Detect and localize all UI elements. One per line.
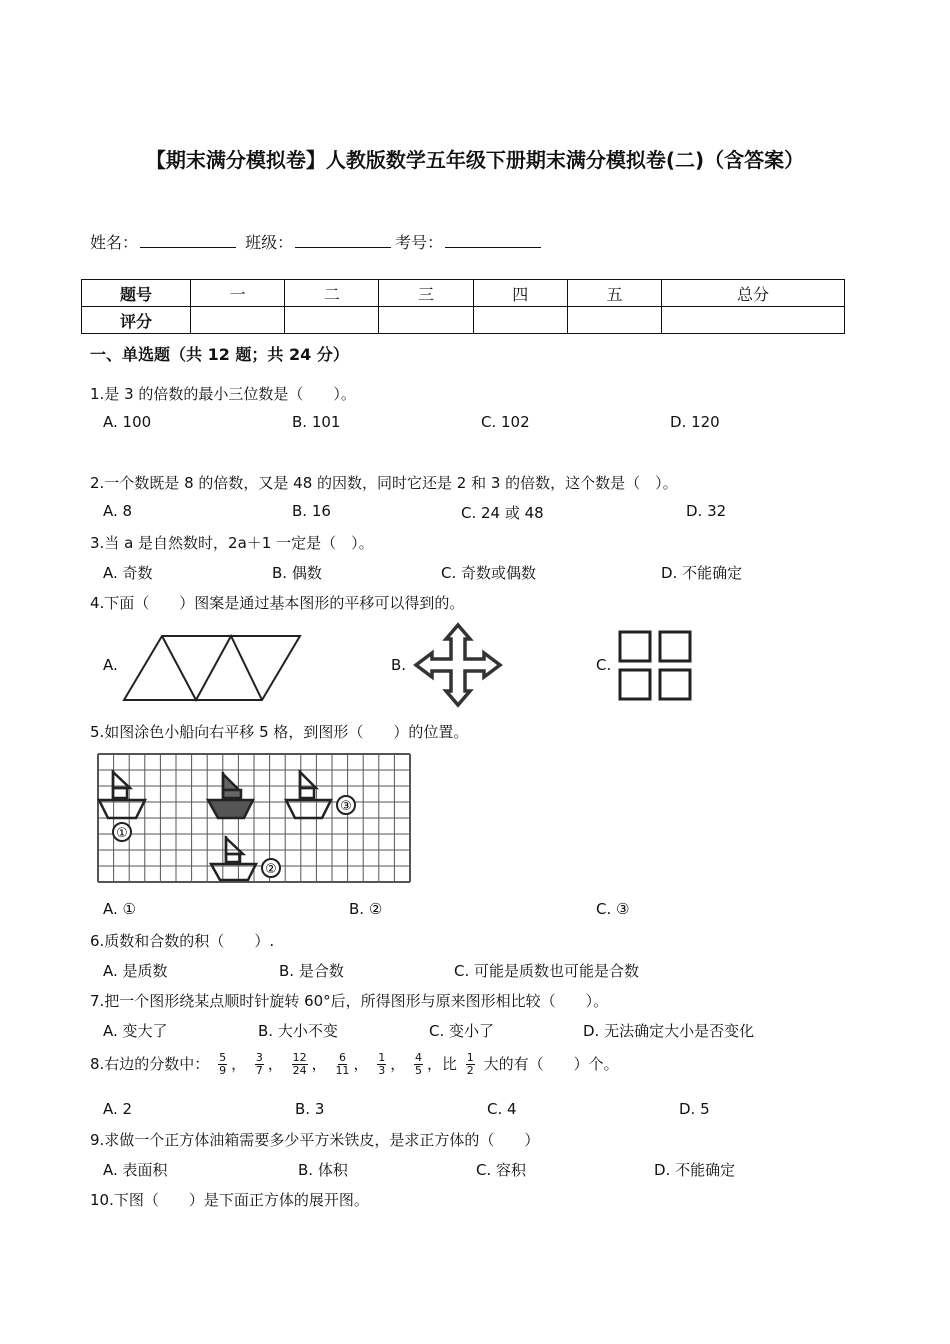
option-a[interactable]: A. 变大了 xyxy=(103,1022,168,1040)
option-c[interactable]: C. 102 xyxy=(481,413,530,431)
q8-prefix: 8.右边的分数中： xyxy=(90,1055,210,1073)
score-cell[interactable] xyxy=(662,307,845,334)
section-heading: 一、单选题（共 12 题；共 24 分） xyxy=(90,345,349,364)
label-3: ③ xyxy=(340,799,352,814)
denominator: 3 xyxy=(378,1064,386,1077)
q8-mid: ，比 xyxy=(427,1055,458,1073)
arrow-cross-figure xyxy=(414,623,504,707)
denominator: 24 xyxy=(292,1064,307,1077)
option-a[interactable]: A. 100 xyxy=(103,413,152,431)
option-d[interactable]: D. 无法确定大小是否变化 xyxy=(583,1022,755,1040)
score-cell[interactable] xyxy=(191,307,285,334)
fraction xyxy=(414,1052,423,1077)
option-c[interactable]: C. 奇数或偶数 xyxy=(441,564,537,582)
option-b[interactable]: B. 偶数 xyxy=(272,564,322,582)
option-b[interactable]: B. 3 xyxy=(295,1100,325,1118)
option-d[interactable]: D. 120 xyxy=(670,413,720,431)
question-4: 4.下面（ ）图案是通过基本图形的平移可以得到的。 xyxy=(90,594,465,612)
option-d[interactable]: D. 不能确定 xyxy=(661,564,743,582)
fraction xyxy=(335,1052,349,1077)
score-cell[interactable] xyxy=(473,307,567,334)
option-b[interactable]: B. 是合数 xyxy=(279,962,344,980)
score-header-cell: 五 xyxy=(567,280,661,307)
score-cell[interactable] xyxy=(285,307,379,334)
boat-grid-figure xyxy=(96,752,412,884)
label-2: ② xyxy=(265,862,277,877)
fraction xyxy=(292,1052,308,1077)
student-info xyxy=(90,230,545,253)
denominator: 7 xyxy=(255,1064,263,1077)
numerator: 1 xyxy=(378,1051,386,1064)
question-9: 9.求做一个正方体油箱需要多少平方米铁皮，是求正方体的（ ） xyxy=(90,1131,540,1149)
score-cell[interactable] xyxy=(379,307,473,334)
shaded-boat xyxy=(208,772,253,818)
class-label: 班级： xyxy=(245,233,294,252)
numerator: 3 xyxy=(255,1051,263,1064)
option-c[interactable]: C. xyxy=(596,656,612,674)
fraction xyxy=(218,1052,227,1077)
question-8: 8.右边的分数中： $\frac{5}{9}$ ， $\frac{3}{7}$ ， $\frac{12}{24}$ ， $\frac{6}{11}$ ， $\frac{1}{3}$ ， $\frac{4}{5}$ ，比 $\frac{1}{2}$ 大的有（ ）个。 xyxy=(90,1051,619,1077)
four-squares-figure xyxy=(618,630,694,702)
boat-2 xyxy=(211,836,256,880)
score-header-cell: 题号 xyxy=(82,280,191,307)
question-5: 5.如图涂色小船向右平移 5 格，到图形（ ）的位置。 xyxy=(90,723,469,741)
option-b[interactable]: B. xyxy=(391,656,407,674)
question-6: 6.质数和合数的积（ ）. xyxy=(90,932,275,950)
option-c[interactable]: C. 4 xyxy=(487,1100,517,1118)
option-b[interactable]: B. 16 xyxy=(292,502,331,520)
option-b[interactable]: B. 大小不变 xyxy=(258,1022,338,1040)
score-header-cell: 四 xyxy=(473,280,567,307)
score-header-cell: 总分 xyxy=(662,280,845,307)
question-3: 3.当 a 是自然数时，2a＋1 一定是（ ）。 xyxy=(90,534,374,552)
question-2: 2.一个数既是 8 的倍数，又是 48 的因数，同时它还是 2 和 3 的倍数，这个数是（ ）。 xyxy=(90,474,678,492)
option-d[interactable]: D. 32 xyxy=(686,502,727,520)
triangle-strip-figure xyxy=(124,634,304,702)
page-title: 【期末满分模拟卷】人教版数学五年级下册期末满分模拟卷(二)（含答案） xyxy=(145,148,805,172)
option-c[interactable]: C. 容积 xyxy=(476,1161,527,1179)
score-header-cell: 一 xyxy=(191,280,285,307)
class-blank[interactable] xyxy=(295,233,391,248)
question-10: 10.下图（ ）是下面正方体的展开图。 xyxy=(90,1191,369,1209)
compare-fraction xyxy=(466,1052,475,1077)
q8-suffix: 大的有（ ）个。 xyxy=(483,1055,619,1073)
score-cell[interactable] xyxy=(567,307,661,334)
boat-3 xyxy=(286,770,331,818)
numerator: 5 xyxy=(219,1051,227,1064)
option-c[interactable]: C. 可能是质数也可能是合数 xyxy=(454,962,640,980)
numerator: 1 xyxy=(466,1051,474,1064)
option-b[interactable]: B. 体积 xyxy=(298,1161,348,1179)
label-1: ① xyxy=(116,826,128,841)
option-a[interactable]: A. ① xyxy=(103,900,136,918)
name-label: 姓名： xyxy=(90,233,139,252)
boat-1 xyxy=(99,770,145,818)
score-table xyxy=(81,279,845,334)
option-a[interactable]: A. 表面积 xyxy=(103,1161,168,1179)
numerator: 12 xyxy=(292,1051,307,1064)
denominator: 11 xyxy=(335,1064,350,1077)
numerator: 6 xyxy=(338,1051,346,1064)
option-a[interactable]: A. 是质数 xyxy=(103,962,168,980)
option-b[interactable]: B. 101 xyxy=(292,413,341,431)
fraction xyxy=(377,1052,386,1077)
option-a[interactable]: A. 8 xyxy=(103,502,133,520)
score-header-row xyxy=(82,280,845,307)
option-c[interactable]: C. 变小了 xyxy=(429,1022,495,1040)
score-header-cell: 三 xyxy=(379,280,473,307)
option-c[interactable]: C. ③ xyxy=(596,900,630,918)
name-blank[interactable] xyxy=(140,233,236,248)
score-row xyxy=(82,307,845,334)
option-a[interactable]: A. 2 xyxy=(103,1100,133,1118)
score-row-label: 评分 xyxy=(82,307,191,334)
fraction xyxy=(255,1052,264,1077)
question-1: 1.是 3 的倍数的最小三位数是（ ）。 xyxy=(90,385,356,403)
score-header-cell: 二 xyxy=(285,280,379,307)
option-b[interactable]: B. ② xyxy=(349,900,383,918)
option-c[interactable]: C. 24 或 48 xyxy=(461,504,544,522)
denominator: 2 xyxy=(466,1064,474,1077)
question-7: 7.把一个图形绕某点顺时针旋转 60°后，所得图形与原来图形相比较（ ）。 xyxy=(90,992,609,1010)
option-d[interactable]: D. 5 xyxy=(679,1100,710,1118)
denominator: 9 xyxy=(219,1064,227,1077)
option-d[interactable]: D. 不能确定 xyxy=(654,1161,736,1179)
option-a[interactable]: A. 奇数 xyxy=(103,564,153,582)
exam-label: 考号： xyxy=(395,233,444,252)
denominator: 5 xyxy=(415,1064,422,1077)
exam-blank[interactable] xyxy=(445,233,541,248)
numerator: 4 xyxy=(415,1051,422,1064)
option-a[interactable]: A. xyxy=(103,656,118,674)
